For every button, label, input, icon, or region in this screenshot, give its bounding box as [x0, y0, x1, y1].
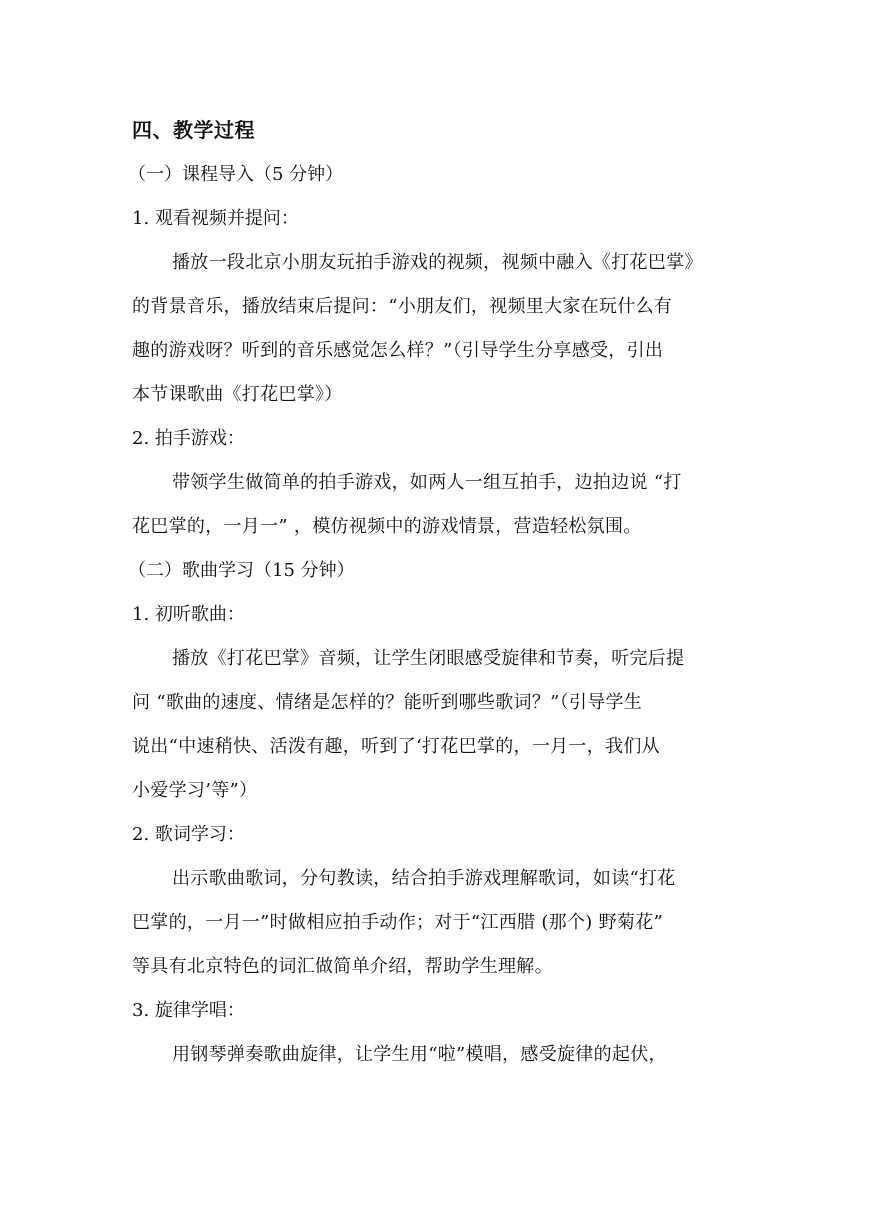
paragraph-line: 本节课歌曲《打花巴掌》）: [132, 384, 343, 405]
paragraph-line: 播放一段北京小朋友玩拍手游戏的视频，视频中融入《打花巴掌》: [172, 252, 703, 273]
part2-item3-paragraph: [132, 1033, 742, 1077]
part2-heading: （二）歌曲学习（15 分钟）: [128, 560, 355, 581]
part1-item2-paragraph: [132, 461, 742, 549]
paragraph-line: 播放《打花巴掌》音频，让学生闭眼感受旋律和节奏，听完后提: [172, 648, 685, 669]
paragraph-line: 小爱学习’等”）: [132, 780, 258, 801]
paragraph-line: 出示歌曲歌词，分句教读，结合拍手游戏理解歌词，如读“打花: [172, 868, 676, 889]
part2-item1-paragraph: [132, 637, 742, 813]
part1-item2-heading: 2. 拍手游戏：: [132, 428, 245, 449]
section-title: 四、教学过程: [132, 118, 255, 142]
part2-item1-heading: 1. 初听歌曲：: [132, 604, 245, 625]
paragraph-line: 问 “歌曲的速度、情绪是怎样的？能听到哪些歌词？”（引导学生: [132, 692, 643, 713]
paragraph-line: 巴掌的，一月一”时做相应拍手动作；对于“江西腊 (那个) 野菊花”: [132, 912, 663, 933]
paragraph-line: 用钢琴弹奏歌曲旋律，让学生用“啦”模唱，感受旋律的起伏，: [172, 1044, 667, 1065]
paragraph-line: 等具有北京特色的词汇做简单介绍，帮助学生理解。: [132, 956, 553, 977]
paragraph-line: 花巴掌的，一月一” ，模仿视频中的游戏情景，营造轻松氛围。: [132, 516, 642, 537]
paragraph-line: 带领学生做简单的拍手游戏，如两人一组互拍手，边拍边说 “打: [172, 472, 682, 493]
part1-item1-heading: 1. 观看视频并提问：: [132, 208, 299, 229]
part2-item2-heading: 2. 歌词学习：: [132, 824, 245, 845]
part2-item3-heading: 3. 旋律学唱：: [132, 1000, 245, 1021]
document-body: [128, 110, 742, 1077]
part1-item1-paragraph: [132, 241, 742, 417]
part1-heading: （一）课程导入（5 分钟）: [128, 164, 344, 185]
part2-item2-paragraph: [132, 857, 742, 989]
paragraph-line: 趣的游戏呀？听到的音乐感觉怎么样？”（引导学生分享感受，引出: [132, 340, 664, 361]
paragraph-line: 的背景音乐，播放结束后提问：“小朋友们，视频里大家在玩什么有: [132, 296, 673, 317]
paragraph-line: 说出“中速稍快、活泼有趣，听到了‘打花巴掌的，一月一，我们从: [132, 736, 660, 757]
